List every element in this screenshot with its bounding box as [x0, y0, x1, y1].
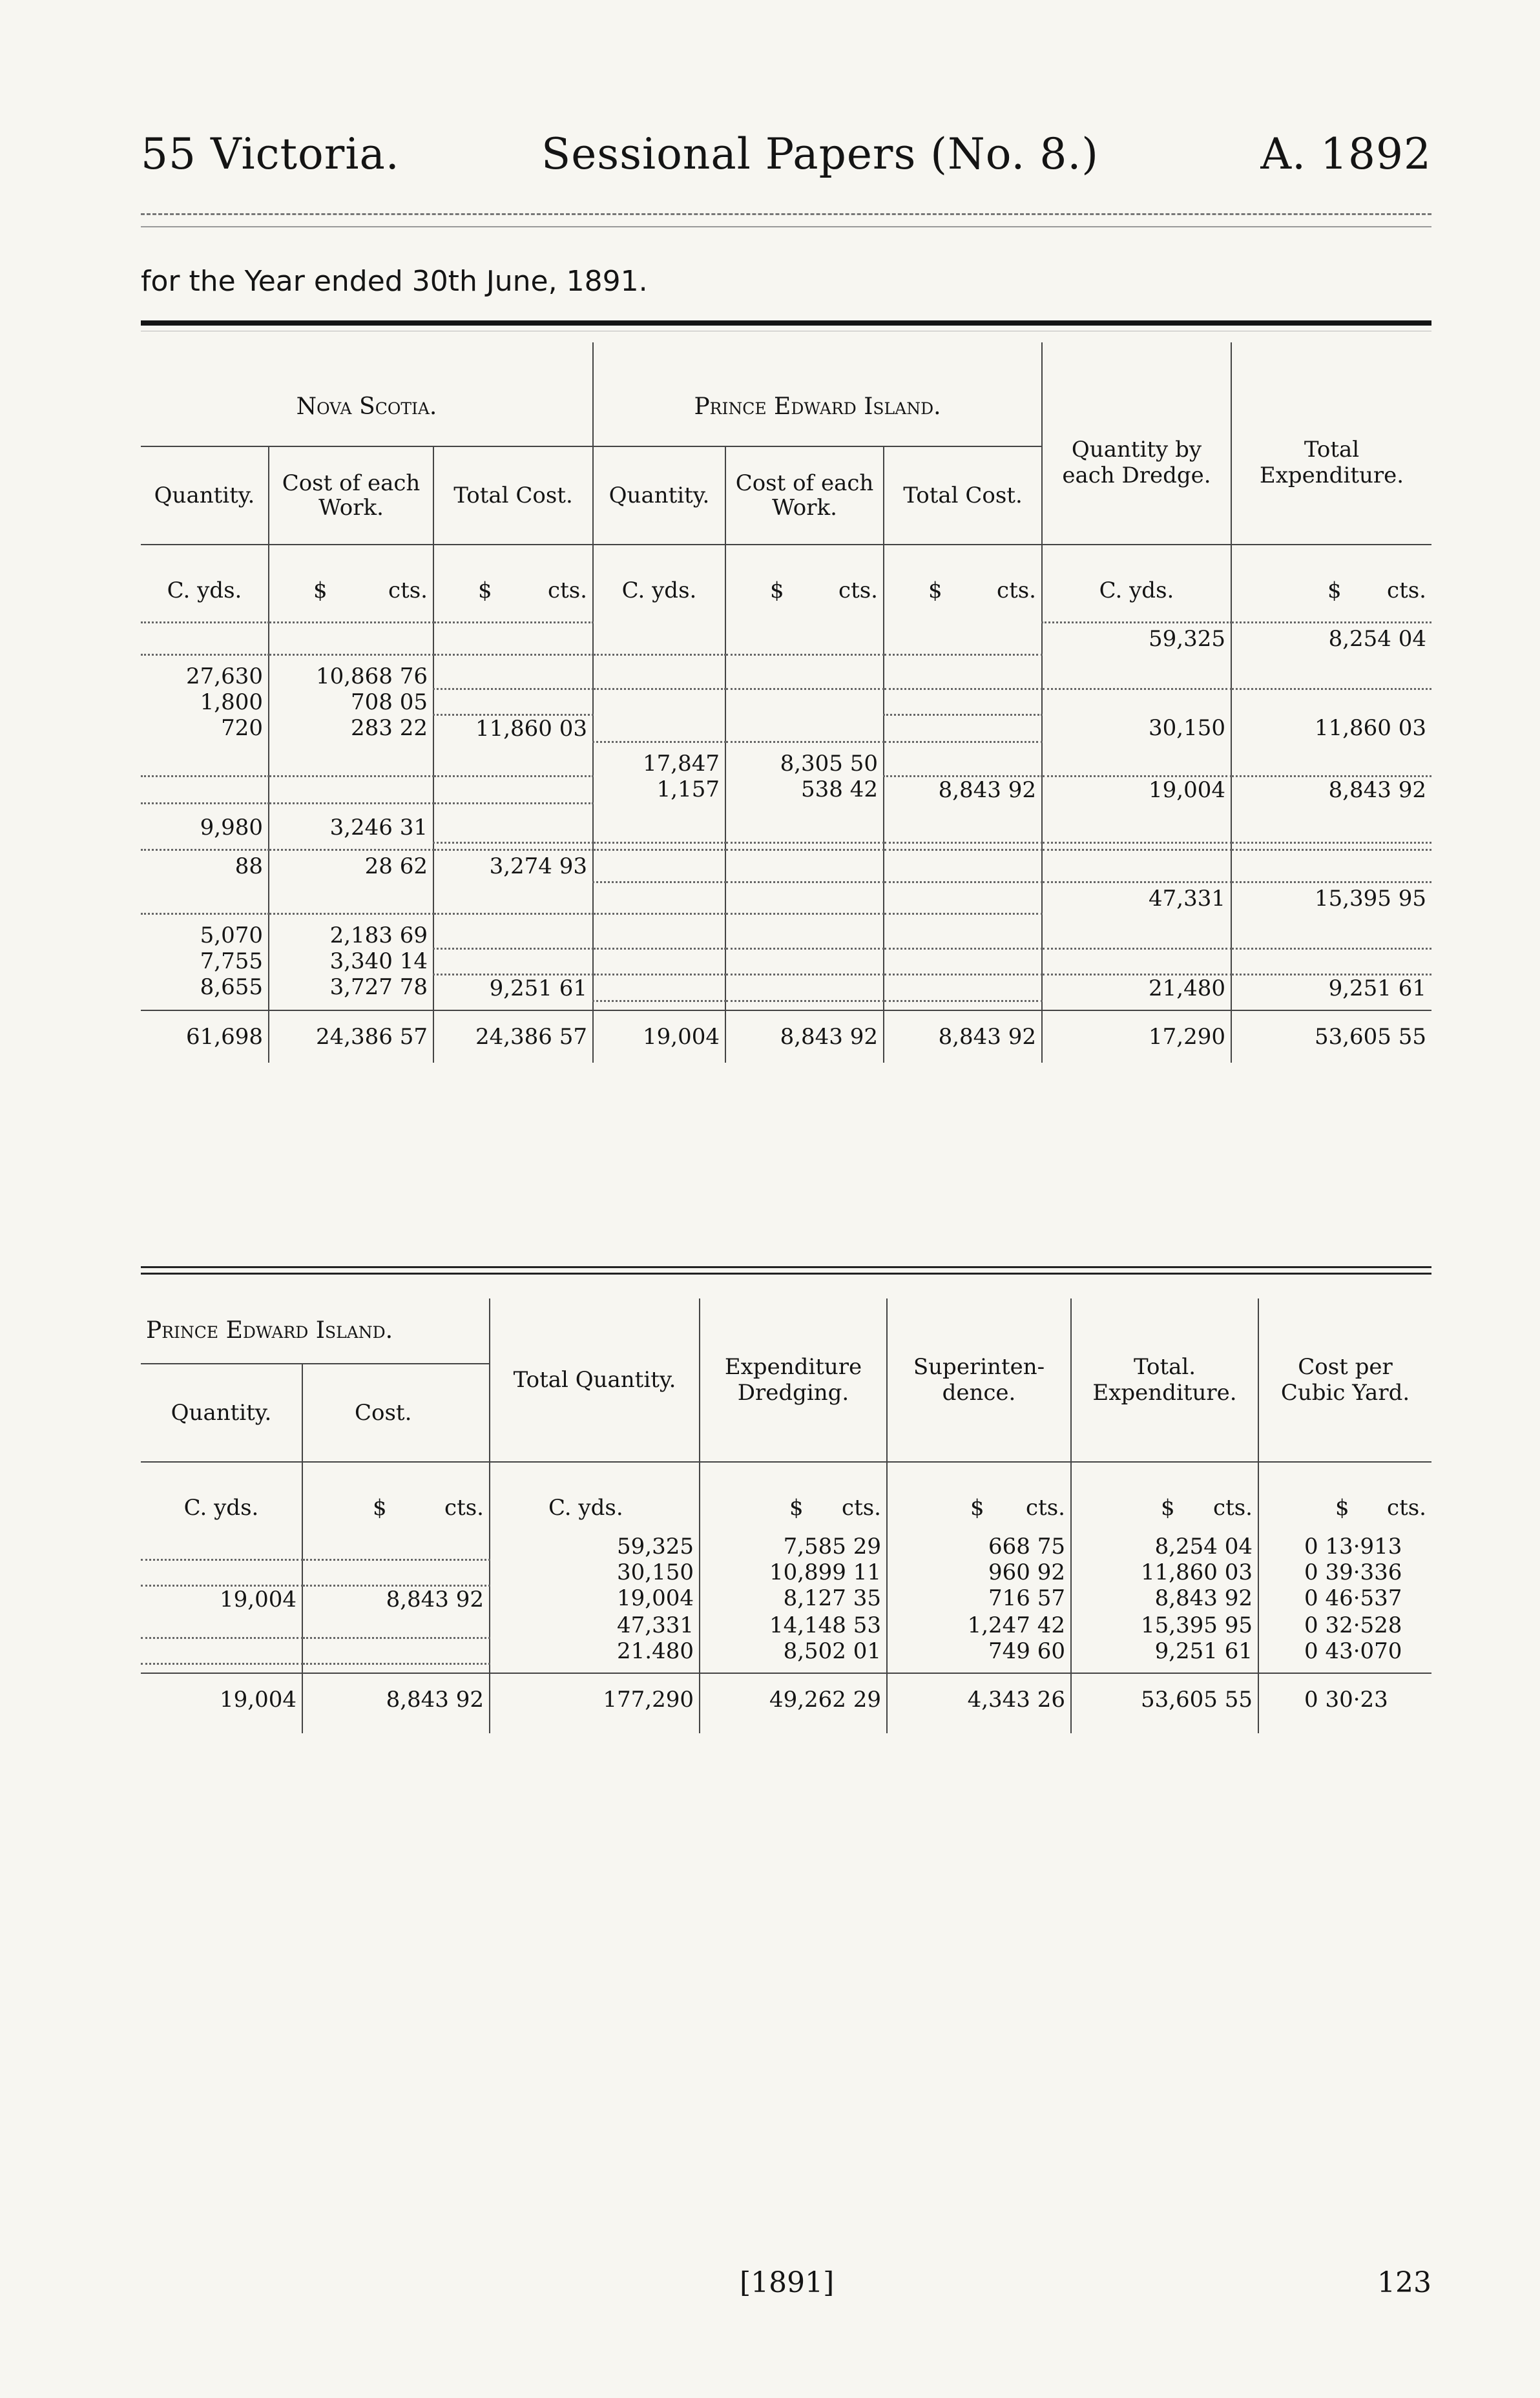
- unit-cyds: C. yds.: [1042, 545, 1231, 616]
- cell: 3,246 31: [269, 812, 433, 843]
- cell: 668 75: [887, 1534, 1071, 1559]
- cell: 9,980: [141, 812, 269, 843]
- cell: 3,340 14: [269, 948, 433, 974]
- cell: 0 13·913: [1304, 1534, 1402, 1559]
- table-row: [141, 948, 1431, 974]
- unit-cyds: C. yds.: [141, 1462, 302, 1534]
- cell: 0 32·528: [1304, 1612, 1402, 1638]
- cell: 14,148 53: [700, 1612, 887, 1638]
- unit-cyds: C. yds.: [141, 545, 269, 616]
- cell: 9,251 61: [433, 974, 593, 1001]
- cell: 1,800: [141, 689, 269, 715]
- col-cost-per-yard: Cost per Cubic Yard.: [1280, 1354, 1410, 1406]
- totals-row: [141, 1673, 1431, 1726]
- table-row: [141, 843, 1431, 850]
- unit-cyds: C. yds.: [490, 1462, 700, 1534]
- thick-rule: [141, 320, 1431, 326]
- unit-dollar-cts: $ cts.: [887, 1462, 1071, 1534]
- unit-dollar-cts: $ cts.: [1231, 545, 1431, 616]
- table-row: [141, 974, 1431, 1001]
- cell: 5,070: [141, 923, 269, 948]
- cell: 2,183 69: [269, 923, 433, 948]
- cell: 1,157: [593, 777, 725, 804]
- cell: 19,004: [141, 1585, 302, 1612]
- cell: 716 57: [887, 1585, 1071, 1612]
- cell: 15,395 95: [1071, 1612, 1258, 1638]
- table-row: [141, 623, 1431, 655]
- cell: 21,480: [1042, 974, 1231, 1001]
- table-row: [141, 715, 1431, 742]
- total-cell: 53,605 55: [1231, 1010, 1431, 1063]
- col-total-exp: Total Expenditure.: [1259, 437, 1404, 488]
- cell: 17,847: [593, 751, 725, 777]
- col-total-quantity: Total Quantity.: [490, 1298, 700, 1462]
- header-dashed-rule: [141, 213, 1431, 215]
- cell: 0 43·070: [1304, 1638, 1402, 1664]
- total-cell: 8,843 92: [884, 1010, 1042, 1063]
- cell: 21.480: [490, 1638, 700, 1664]
- cell: 8,305 50: [725, 751, 884, 777]
- unit-dollar-cts: $ cts.: [725, 545, 884, 616]
- cell: 9,251 61: [1071, 1638, 1258, 1664]
- cell: 19,004: [490, 1585, 700, 1612]
- cell: 59,325: [490, 1534, 700, 1559]
- cell: 8,843 92: [884, 777, 1042, 804]
- section-rule: [141, 1266, 1431, 1268]
- col-qty-dredge: Quantity by each Dredge.: [1042, 342, 1231, 545]
- unit-dollar-cts: $ cts.: [1258, 1462, 1431, 1534]
- dredging-table-1: [141, 342, 1431, 1063]
- table-row: [141, 1559, 1431, 1585]
- cell: 3,727 78: [269, 974, 433, 1001]
- table-row: [141, 751, 1431, 777]
- table-row: [141, 616, 1431, 623]
- cell: 720: [141, 715, 269, 742]
- col-pei-quantity: Quantity.: [593, 446, 725, 545]
- col-ns-total-cost: Total Cost.: [433, 446, 593, 545]
- totals-row: [141, 1010, 1431, 1063]
- page-number: 123: [1377, 2266, 1431, 2299]
- cell: 28 62: [269, 850, 433, 882]
- cell: 0 46·537: [1304, 1585, 1402, 1611]
- cell: 1,247 42: [887, 1612, 1071, 1638]
- cell: 8,254 04: [1071, 1534, 1258, 1559]
- table-row: [141, 663, 1431, 689]
- col-total-exp-2: Total. Expenditure.: [1071, 1298, 1258, 1462]
- col-pei-cost: Cost.: [302, 1364, 490, 1462]
- total-cell: 19,004: [141, 1673, 302, 1726]
- total-cell: 53,605 55: [1071, 1673, 1258, 1726]
- cell: 59,325: [1042, 623, 1231, 655]
- total-cell: 4,343 26: [887, 1673, 1071, 1726]
- cell: 283 22: [269, 715, 433, 742]
- group-pei: Prince Edward Island.: [593, 342, 1042, 446]
- cell: 30,150: [1042, 715, 1231, 742]
- cell: 88: [141, 850, 269, 882]
- cell: 8,254 04: [1328, 626, 1426, 652]
- col-pei-quantity-2: Quantity.: [141, 1364, 302, 1462]
- group-nova-scotia: Nova Scotia.: [141, 342, 593, 446]
- cell: 30,150: [490, 1559, 700, 1585]
- cell: 11,860 03: [433, 715, 593, 742]
- total-cell: 8,843 92: [725, 1010, 884, 1063]
- table-row: [141, 1534, 1431, 1559]
- cell: 11,860 03: [1071, 1559, 1258, 1585]
- cell: 8,843 92: [302, 1585, 490, 1612]
- cell: 8,843 92: [1328, 777, 1426, 803]
- table-row: [141, 777, 1431, 804]
- col-ns-quantity: Quantity.: [141, 446, 269, 545]
- cell: 7,755: [141, 948, 269, 974]
- col-pei-cost-each: Cost of each Work.: [725, 446, 884, 545]
- table-row: [141, 1612, 1431, 1638]
- header-center: Sessional Papers (No. 8.): [541, 129, 1099, 179]
- cell: 10,899 11: [700, 1559, 887, 1585]
- header-thin-rule: [141, 226, 1431, 227]
- total-cell: 19,004: [593, 1010, 725, 1063]
- cell: 3,274 93: [433, 850, 593, 882]
- page-subtitle: for the Year ended 30th June, 1891.: [141, 265, 648, 298]
- total-cell: 49,262 29: [700, 1673, 887, 1726]
- footer-year: [1891]: [740, 2266, 835, 2299]
- col-ns-cost-each: Cost of each Work.: [269, 446, 433, 545]
- total-cell: 177,290: [490, 1673, 700, 1726]
- total-cell: 0 30·23: [1258, 1673, 1431, 1726]
- group-pei-2: Prince Edward Island.: [141, 1298, 490, 1364]
- col-pei-total-cost: Total Cost.: [884, 446, 1042, 545]
- col-exp-dredging: Expenditure Dredging.: [700, 1298, 887, 1462]
- table-row: [141, 1638, 1431, 1664]
- cell: 8,127 35: [700, 1585, 887, 1612]
- table-row: [141, 882, 1431, 914]
- cell: 10,868 76: [269, 663, 433, 689]
- unit-dollar-cts: $ cts.: [302, 1462, 490, 1534]
- total-cell: 24,386 57: [269, 1010, 433, 1063]
- section-rule: [141, 1273, 1431, 1275]
- total-cell: 8,843 92: [302, 1673, 490, 1726]
- total-cell: 17,290: [1042, 1010, 1231, 1063]
- cell: 7,585 29: [700, 1534, 887, 1559]
- header-right: A. 1892: [1260, 129, 1431, 179]
- total-cell: 61,698: [141, 1010, 269, 1063]
- cell: 47,331: [490, 1612, 700, 1638]
- cell: 708 05: [269, 689, 433, 715]
- cell: 8,843 92: [1071, 1585, 1258, 1612]
- cell: 8,502 01: [700, 1638, 887, 1664]
- table-row: [141, 850, 1431, 882]
- cell: 11,860 03: [1314, 714, 1426, 741]
- unit-dollar-cts: $ cts.: [884, 545, 1042, 616]
- col-superintendence: Superinten- dence.: [887, 1298, 1071, 1462]
- unit-dollar-cts: $ cts.: [269, 545, 433, 616]
- unit-cyds: C. yds.: [593, 545, 725, 616]
- total-cell: 24,386 57: [433, 1010, 593, 1063]
- cell: 27,630: [141, 663, 269, 689]
- table-row: [141, 1585, 1431, 1612]
- cell: 538 42: [725, 777, 884, 804]
- unit-dollar-cts: $ cts.: [700, 1462, 887, 1534]
- table-row: [141, 812, 1431, 843]
- cell: 960 92: [887, 1559, 1071, 1585]
- unit-dollar-cts: $ cts.: [433, 545, 593, 616]
- cell: 0 39·336: [1304, 1559, 1402, 1585]
- dredging-table-2: [141, 1298, 1431, 1733]
- cell: 47,331: [1042, 882, 1231, 914]
- table-row: [141, 689, 1431, 715]
- cell: 9,251 61: [1328, 975, 1426, 1001]
- table-row: [141, 923, 1431, 948]
- cell: 19,004: [1042, 777, 1231, 804]
- cell: 749 60: [887, 1638, 1071, 1664]
- cell: 8,655: [141, 974, 269, 1001]
- cell: 15,395 95: [1314, 885, 1426, 912]
- header-left: 55 Victoria.: [141, 129, 400, 179]
- unit-dollar-cts: $ cts.: [1071, 1462, 1258, 1534]
